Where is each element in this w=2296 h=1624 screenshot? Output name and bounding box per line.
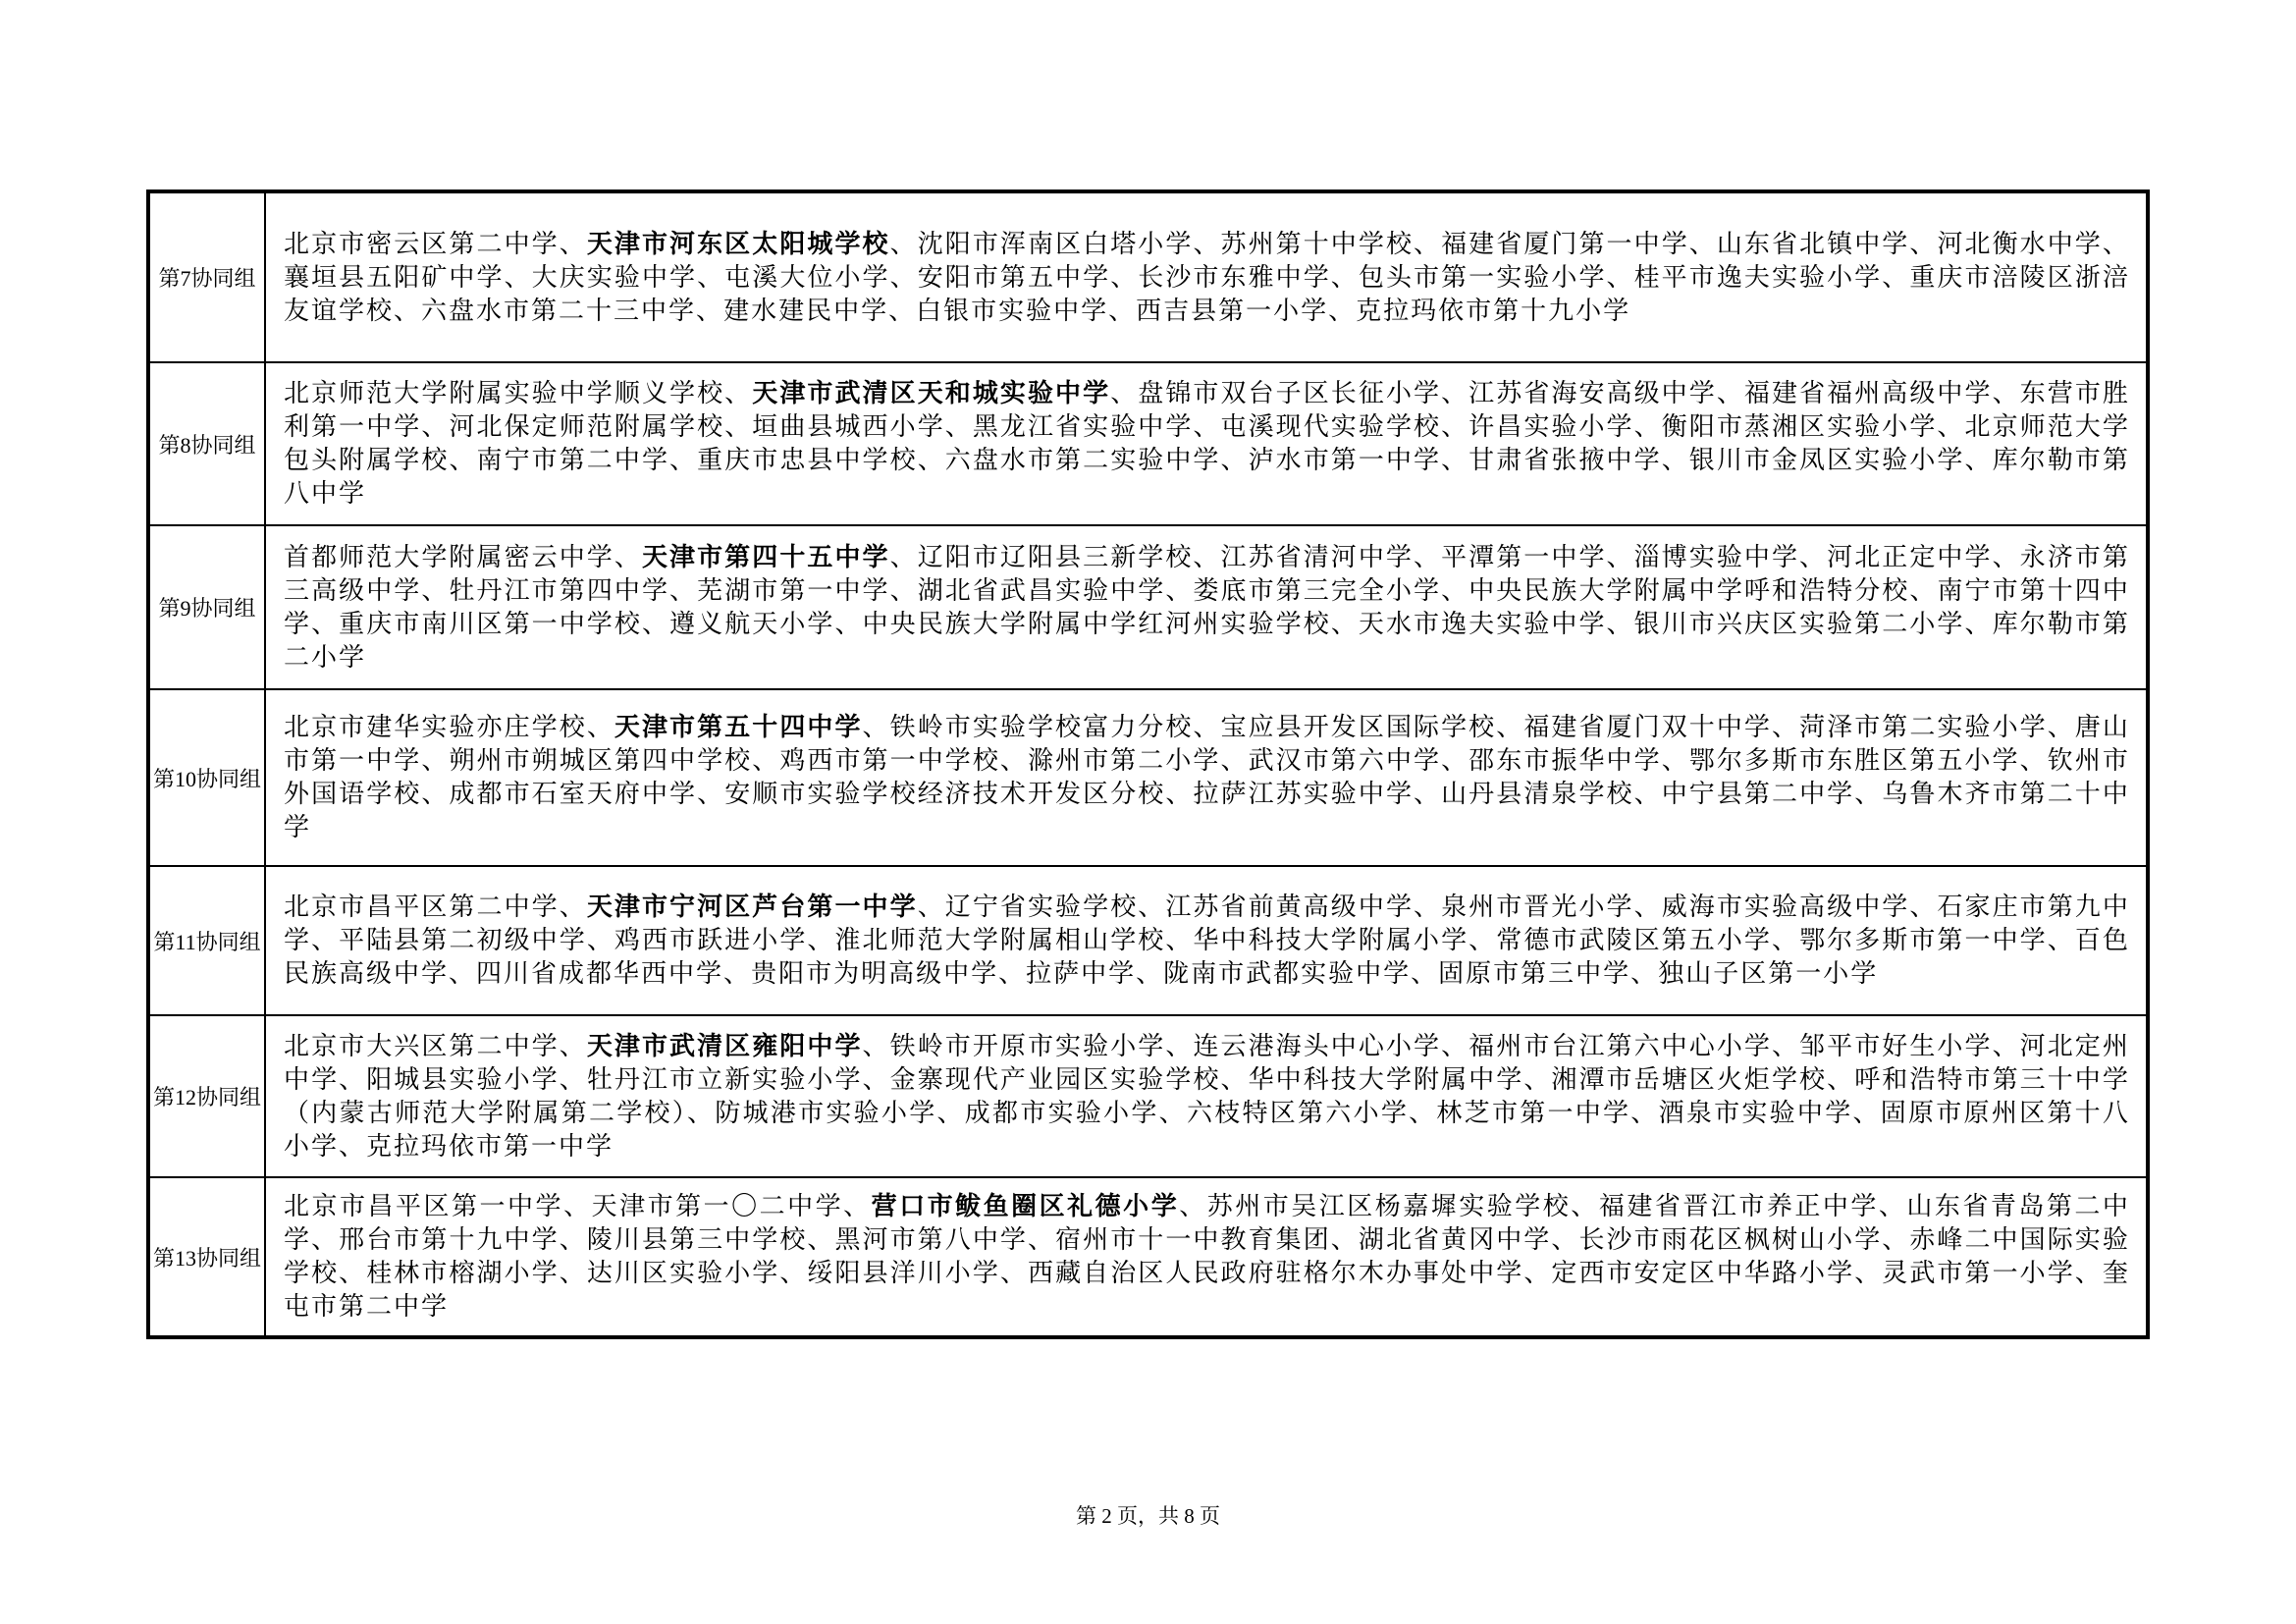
school-name: 包头市第一实验小学 xyxy=(1358,262,1607,292)
group-label-cell xyxy=(148,689,265,866)
school-name: 重庆市南川区第一中学校 xyxy=(339,609,642,638)
table-row xyxy=(148,689,2148,866)
school-name: 北京市大兴区第二中学 xyxy=(284,1031,560,1060)
school-name: 定西市安定区中华路小学 xyxy=(1551,1259,1855,1287)
school-name: 重庆市忠县中学校 xyxy=(697,446,918,474)
school-name: 独山子区第一小学 xyxy=(1658,959,1879,988)
group-label-cell xyxy=(148,1177,265,1337)
school-name: 河北正定中学 xyxy=(1827,542,1993,571)
school-name: 中央民族大学附属中学红河州实验学校 xyxy=(862,609,1331,638)
school-name: 安阳市第五中学 xyxy=(917,262,1111,292)
school-name: 阳城县实验小学 xyxy=(366,1064,560,1094)
school-name: 常德市武陵区第五小学 xyxy=(1496,926,1772,954)
school-name: 银川市兴庆区实验第二小学 xyxy=(1633,609,1965,638)
schools-cell: 北京市建华实验亦庄学校、天津市第五十四中学、铁岭市实验学校富力分校、宝应县开发区国际学校、福建省厦门双十中学、菏泽市第二实验小学、唐山市第一中学、朔州市朔城区第四中学校、鸡西市第一中学校、滁州市第二小学、武汉市第六中学、邵东市振华中学、鄂尔多斯市东胜区第五小学、钦州市外国语学校、成都市石室天府中学、安顺市实验学校经济技术开发区分校、拉萨江苏实验中学、山丹县清泉学校、中宁县第二中学、乌鲁木齐市第二十中学 xyxy=(265,689,2148,866)
school-name: 东营市胜利第一中学 xyxy=(284,379,2130,441)
school-name: 滁州市第二小学 xyxy=(1027,746,1221,775)
schools-cell: 北京市昌平区第一中学、天津市第一〇二中学、营口市鲅鱼圈区礼德小学、苏州市吴江区杨嘉墀实验学校、福建省晋江市养正中学、山东省青岛第二中学、邢台市第十九中学、陵川县第三中学校、黑河市第八中学、宿州市十一中教育集团、湖北省黄冈中学、长沙市雨花区枫树山小学、赤峰二中国际实验学校、桂林市榕湖小学、达川区实验小学、绥阳县洋川小学、西藏自治区人民政府驻格尔木办事处中学、定西市安定区中华路小学、灵武市第一小学、奎屯市第二中学 xyxy=(265,1177,2148,1337)
school-name: 六盘水市第二实验中学 xyxy=(944,446,1221,474)
school-name: 辽宁省实验学校 xyxy=(944,893,1139,921)
table-row xyxy=(148,525,2148,689)
schools-cell: 北京市密云区第二中学、天津市河东区太阳城学校、沈阳市浑南区白塔小学、苏州第十中学校、福建省厦门第一中学、山东省北镇中学、河北衡水中学、襄垣县五阳矿中学、大庆实验中学、屯溪大位小学、安阳市第五中学、长沙市东雅中学、包头市第一实验小学、桂平市逸夫实验小学、重庆市涪陵区浙涪友谊学校、六盘水市第二十三中学、建水建民中学、白银市实验中学、西吉县第一小学、克拉玛依市第十九小学 xyxy=(265,191,2148,362)
school-name: 黑河市第八中学 xyxy=(834,1225,1028,1254)
school-name: 北京师范大学包头附属学校 xyxy=(284,412,2130,474)
school-name: 呼和浩特市第三十中学（内蒙古师范大学附属第二学校） xyxy=(284,1064,2130,1127)
school-name: 福州市台江第六中心小学 xyxy=(1468,1031,1772,1060)
schools-cell: 北京市大兴区第二中学、天津市武清区雍阳中学、铁岭市开原市实验小学、连云港海头中心小学、福州市台江第六中心小学、邹平市好生小学、河北定州中学、阳城县实验小学、牡丹江市立新实验小学、金寨现代产业园区实验学校、华中科技大学附属中学、湘潭市岳塘区火炬学校、呼和浩特市第三十中学（内蒙古师范大学附属第二学校）、防城港市实验小学、成都市实验小学、六枝特区第六小学、林芝市第一中学、酒泉市实验中学、固原市原州区第十八小学、克拉玛依市第一中学 xyxy=(265,1015,2148,1177)
school-name: 北京市密云区第二中学 xyxy=(284,229,560,258)
school-name: 襄垣县五阳矿中学 xyxy=(284,262,505,292)
school-name: 连云港海头中心小学 xyxy=(1193,1031,1442,1060)
table-row xyxy=(148,866,2148,1015)
school-name: 奎屯市第二中学 xyxy=(284,1259,2130,1321)
school-name: 遵义航天小学 xyxy=(669,609,835,638)
school-name: 首都师范大学附属密云中学 xyxy=(284,542,614,571)
school-name: 山丹县清泉学校 xyxy=(1441,780,1634,808)
table-row xyxy=(148,191,2148,362)
school-name: 北京市建华实验亦庄学校 xyxy=(284,713,587,741)
school-name: 钦州市外国语学校 xyxy=(284,746,2130,808)
school-name: 天津市第四十五中学 xyxy=(641,542,890,571)
school-name: 克拉玛依市第一中学 xyxy=(366,1131,614,1161)
schools-cell: 北京市昌平区第二中学、天津市宁河区芦台第一中学、辽宁省实验学校、江苏省前黄高级中学、泉州市晋光小学、威海市实验高级中学、石家庄市第九中学、平陆县第二初级中学、鸡西市跃进小学、淮北师范大学附属相山学校、华中科技大学附属小学、常德市武陵区第五小学、鄂尔多斯市第一中学、百色民族高级中学、四川省成都华西中学、贵阳市为明高级中学、拉萨中学、陇南市武都实验中学、固原市第三中学、独山子区第一小学 xyxy=(265,866,2148,1015)
school-name: 林芝市第一中学 xyxy=(1436,1098,1631,1127)
school-name: 天津市第五十四中学 xyxy=(614,713,863,741)
school-name: 克拉玛依市第十九小学 xyxy=(1356,296,1631,325)
school-name: 六盘水市第二十三中学 xyxy=(421,296,697,325)
school-name: 防城港市实验小学 xyxy=(715,1098,937,1127)
school-name: 固原市原州区第十八小学 xyxy=(284,1098,2130,1161)
school-name: 湖北省武昌实验中学 xyxy=(917,575,1166,605)
school-name: 华中科技大学附属中学 xyxy=(1248,1064,1524,1094)
school-name: 大庆实验中学 xyxy=(531,262,698,292)
school-name: 重庆市涪陵区浙涪友谊学校 xyxy=(284,262,2130,325)
school-name: 江苏省海安高级中学 xyxy=(1468,379,1717,407)
school-name: 金寨现代产业园区实验学校 xyxy=(889,1064,1221,1094)
school-name: 天津市武清区雍阳中学 xyxy=(586,1031,863,1060)
school-name: 菏泽市第二实验小学 xyxy=(1799,713,2048,741)
school-name: 屯溪大位小学 xyxy=(724,262,890,292)
group-label: 第7协同组 xyxy=(158,266,256,291)
school-name: 平潭第一中学 xyxy=(1441,542,1607,571)
school-name: 河北衡水中学 xyxy=(1937,229,2103,258)
school-name: 威海市实验高级中学 xyxy=(1661,893,1910,921)
school-name: 百色民族高级中学 xyxy=(284,926,2130,988)
school-name: 苏州市吴江区杨嘉墀实验学校 xyxy=(1206,1192,1572,1220)
school-name: 白银市实验中学 xyxy=(916,296,1109,325)
school-name: 福建省福州高级中学 xyxy=(1743,379,1993,407)
group-label-cell xyxy=(148,191,265,362)
school-name: 唐山市第一中学 xyxy=(284,713,2130,775)
group-label: 第11协同组 xyxy=(153,929,261,954)
school-name: 天水市逸夫实验中学 xyxy=(1358,609,1607,638)
school-name: 邵东市振华中学 xyxy=(1468,746,1662,775)
school-name: 酒泉市实验中学 xyxy=(1658,1098,1853,1127)
school-name: 衡阳市蒸湘区实验小学 xyxy=(1661,412,1938,441)
school-name: 天津市宁河区芦台第一中学 xyxy=(586,893,918,921)
school-name: 营口市鲅鱼圈区礼德小学 xyxy=(871,1192,1180,1220)
school-name: 淮北师范大学附属相山学校 xyxy=(834,926,1166,954)
school-name: 湘潭市岳塘区火炬学校 xyxy=(1551,1064,1828,1094)
school-name: 天津市武清区天和城实验中学 xyxy=(752,379,1111,407)
school-name: 鸡西市跃进小学 xyxy=(614,926,808,954)
groups-table-body xyxy=(148,191,2148,1337)
school-name: 建水建民中学 xyxy=(723,296,889,325)
school-name: 桂平市逸夫实验小学 xyxy=(1633,262,1883,292)
school-name: 盘锦市双台子区长征小学 xyxy=(1138,379,1442,407)
school-name: 鸡西市第一中学校 xyxy=(779,746,1000,775)
school-name: 鄂尔多斯市东胜区第五小学 xyxy=(1688,746,2020,775)
school-name: 牡丹江市立新实验小学 xyxy=(586,1064,863,1094)
school-name: 灵武市第一小学 xyxy=(1882,1259,2075,1287)
school-name: 拉萨江苏实验中学 xyxy=(1193,780,1415,808)
school-name: 北京市昌平区第一中学 xyxy=(284,1192,564,1220)
school-name: 娄底市第三完全小学 xyxy=(1193,575,1442,605)
school-name: 南宁市第二中学 xyxy=(476,446,670,474)
school-name: 河北保定师范附属学校 xyxy=(449,412,725,441)
group-label: 第12协同组 xyxy=(152,1085,261,1110)
school-name: 库尔勒市第八中学 xyxy=(284,446,2130,508)
school-name: 赤峰二中国际实验学校 xyxy=(284,1225,2130,1287)
school-name: 中央民族大学附属中学呼和浩特分校 xyxy=(1468,575,1910,605)
school-name: 长沙市东雅中学 xyxy=(1138,262,1331,292)
school-name: 北京市昌平区第二中学 xyxy=(284,893,560,921)
school-name: 西藏自治区人民政府驻格尔木办事处中学 xyxy=(1028,1259,1524,1287)
group-label-cell xyxy=(148,362,265,525)
school-name: 福建省晋江市养正中学 xyxy=(1598,1192,1879,1220)
school-name: 淄博实验中学 xyxy=(1633,542,1800,571)
school-name: 朔州市朔城区第四中学校 xyxy=(449,746,753,775)
schools-cell: 首都师范大学附属密云中学、天津市第四十五中学、辽阳市辽阳县三新学校、江苏省清河中学、平潭第一中学、淄博实验中学、河北正定中学、永济市第三高级中学、牡丹江市第四中学、芜湖市第一中学、湖北省武昌实验中学、娄底市第三完全小学、中央民族大学附属中学呼和浩特分校、南宁市第十四中学、重庆市南川区第一中学校、遵义航天小学、中央民族大学附属中学红河州实验学校、天水市逸夫实验中学、银川市兴庆区实验第二小学、库尔勒市第二小学 xyxy=(265,525,2148,689)
school-name: 平陆县第二初级中学 xyxy=(339,926,587,954)
school-name: 苏州第十中学校 xyxy=(1220,229,1415,258)
school-name: 天津市河东区太阳城学校 xyxy=(586,229,890,258)
school-name: 福建省厦门第一中学 xyxy=(1441,229,1689,258)
table-row xyxy=(148,362,2148,525)
school-name: 辽阳市辽阳县三新学校 xyxy=(917,542,1194,571)
school-name: 河北定州中学 xyxy=(284,1031,2130,1094)
school-name: 华中科技大学附属小学 xyxy=(1193,926,1469,954)
school-name: 拉萨中学 xyxy=(1026,959,1137,988)
school-name: 乌鲁木齐市第二十中学 xyxy=(284,780,2130,841)
school-name: 山东省青岛第二中学 xyxy=(284,1192,2130,1254)
school-name: 甘肃省张掖中学 xyxy=(1468,446,1662,474)
table-row xyxy=(148,1177,2148,1337)
school-name: 邢台市第十九中学 xyxy=(339,1225,560,1254)
group-label-cell xyxy=(148,866,265,1015)
school-name: 成都市实验小学 xyxy=(964,1098,1159,1127)
school-name: 陇南市武都实验中学 xyxy=(1163,959,1412,988)
school-name: 中宁县第二中学 xyxy=(1661,780,1855,808)
school-name: 福建省厦门双十中学 xyxy=(1523,713,1772,741)
school-name: 银川市金凤区实验小学 xyxy=(1688,446,1965,474)
school-name: 长沙市雨花区枫树山小学 xyxy=(1578,1225,1883,1254)
school-name: 江苏省清河中学 xyxy=(1220,542,1415,571)
school-name: 库尔勒市第二小学 xyxy=(284,609,2130,672)
school-name: 垣曲县城西小学 xyxy=(752,412,945,441)
group-label: 第10协同组 xyxy=(152,766,261,791)
school-name: 贵阳市为明高级中学 xyxy=(751,959,999,988)
school-name: 鄂尔多斯市第一中学 xyxy=(1799,926,2048,954)
school-name: 宿州市十一中教育集团 xyxy=(1055,1225,1331,1254)
schools-cell: 北京师范大学附属实验中学顺义学校、天津市武清区天和城实验中学、盘锦市双台子区长征小学、江苏省海安高级中学、福建省福州高级中学、东营市胜利第一中学、河北保定师范附属学校、垣曲县城西小学、黑龙江省实验中学、屯溪现代实验学校、许昌实验小学、衡阳市蒸湘区实验小学、北京师范大学包头附属学校、南宁市第二中学、重庆市忠县中学校、六盘水市第二实验中学、泸水市第一中学、甘肃省张掖中学、银川市金凤区实验小学、库尔勒市第八中学 xyxy=(265,362,2148,525)
group-label: 第9协同组 xyxy=(158,596,256,621)
group-label: 第8协同组 xyxy=(158,432,256,458)
school-name: 固原市第三中学 xyxy=(1438,959,1631,988)
collaborative-groups-table xyxy=(146,189,2150,1339)
school-name: 绥阳县洋川小学 xyxy=(807,1259,1000,1287)
school-name: 陵川县第三中学校 xyxy=(586,1225,808,1254)
school-name: 六枝特区第六小学 xyxy=(1186,1098,1410,1127)
school-name: 安顺市实验学校经济技术开发区分校 xyxy=(724,780,1166,808)
school-name: 泉州市晋光小学 xyxy=(1441,893,1634,921)
school-name: 许昌实验小学 xyxy=(1468,412,1634,441)
group-label-cell xyxy=(148,1015,265,1177)
school-name: 成都市石室天府中学 xyxy=(449,780,698,808)
page-footer: 第 2 页，共 8 页 xyxy=(1076,1504,1220,1528)
school-name: 牡丹江市第四中学 xyxy=(449,575,670,605)
school-name: 北京师范大学附属实验中学顺义学校 xyxy=(284,379,725,407)
school-name: 永济市第三高级中学 xyxy=(284,542,2130,605)
school-name: 芜湖市第一中学 xyxy=(697,575,890,605)
school-name: 邹平市好生小学 xyxy=(1799,1031,1993,1060)
school-name: 达川区实验小学 xyxy=(586,1259,780,1287)
school-name: 天津市第一〇二中学 xyxy=(591,1192,844,1220)
school-name: 沈阳市浑南区白塔小学 xyxy=(917,229,1194,258)
school-name: 泸水市第一中学 xyxy=(1248,446,1442,474)
school-name: 山东省北镇中学 xyxy=(1716,229,1910,258)
school-name: 铁岭市开原市实验小学 xyxy=(889,1031,1166,1060)
school-name: 四川省成都华西中学 xyxy=(476,959,724,988)
school-name: 石家庄市第九中学 xyxy=(284,893,2130,954)
school-name: 黑龙江省实验中学 xyxy=(972,412,1194,441)
group-label-cell xyxy=(148,525,265,689)
school-name: 南宁市第十四中学 xyxy=(284,575,2130,638)
table-row xyxy=(148,1015,2148,1177)
school-name: 西吉县第一小学 xyxy=(1136,296,1329,325)
school-name: 宝应县开发区国际学校 xyxy=(1220,713,1497,741)
school-name: 屯溪现代实验学校 xyxy=(1220,412,1442,441)
school-name: 铁岭市实验学校富力分校 xyxy=(889,713,1194,741)
school-name: 武汉市第六中学 xyxy=(1248,746,1442,775)
school-name: 湖北省黄冈中学 xyxy=(1358,1225,1552,1254)
group-label: 第13协同组 xyxy=(152,1245,261,1271)
school-name: 桂林市榕湖小学 xyxy=(366,1259,560,1287)
school-name: 江苏省前黄高级中学 xyxy=(1165,893,1415,921)
